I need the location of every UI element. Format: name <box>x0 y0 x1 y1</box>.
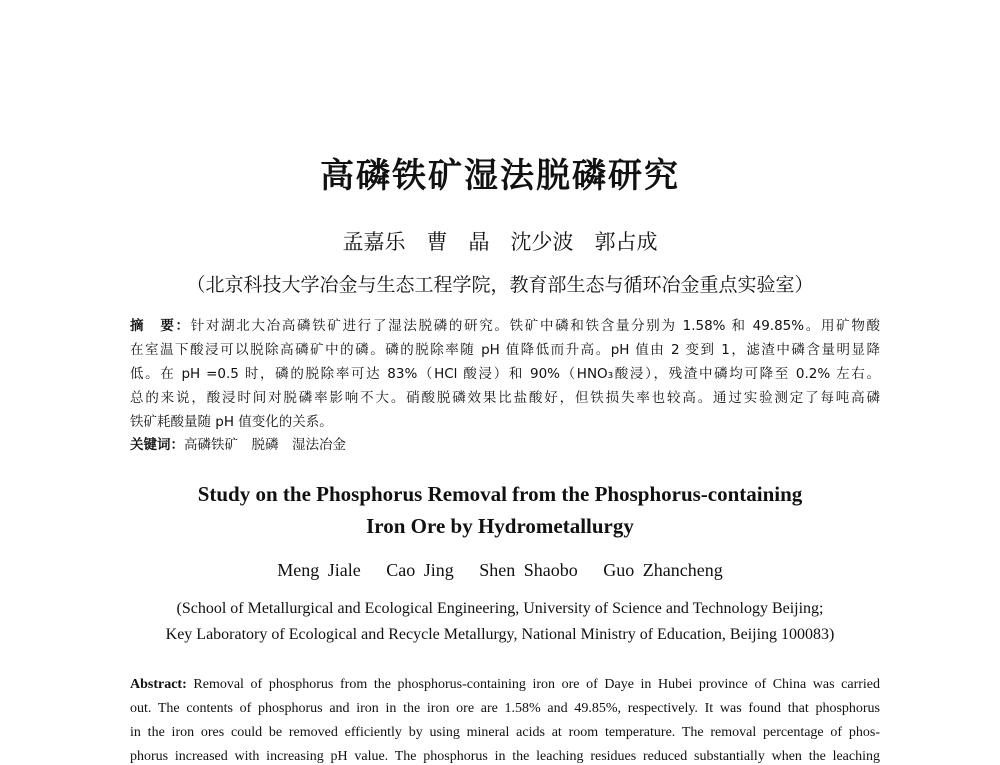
abstract-text: Removal of phosphorus from the phosphorus-containing iron ore of Daye in Hubei province of China was carried <box>193 677 881 692</box>
chinese-abstract-line: 总的来说，酸浸时间对脱磷率影响不大。硝酸脱磷效果比盐酸好，但铁损失率也较高。通过实验测定了每吨高磷 <box>130 390 880 406</box>
keywords-label: 关键词： <box>130 437 184 453</box>
english-affiliation-line: (School of Metallurgical and Ecological Engineering, University of Science and Technology Beijing; <box>176 600 824 617</box>
english-authors: Meng Jiale Cao Jing Shen Shaobo Guo Zhancheng <box>277 560 723 580</box>
chinese-abstract-line <box>130 318 880 334</box>
chinese-abstract-line: 低。在 pH =0.5 时，磷的脱除率可达 83%（HCl 酸浸）和 90%（HNO₃酸浸），残渣中磷均可降至 0.2% 左右。 <box>130 366 880 382</box>
chinese-abstract-label: 摘 要： <box>130 318 191 334</box>
english-abstract-label: Abstract: <box>130 677 187 692</box>
english-affiliation-line: Key Laboratory of Ecological and Recycle Metallurgy, National Ministry of Education, Beijing 100083) <box>165 626 835 643</box>
abstract-text: 针对湖北大冶高磷铁矿进行了湿法脱磷的研究。铁矿中磷和铁含量分别为 1.58% 和 49.85%。用矿物酸 <box>190 318 881 334</box>
english-title-line: Iron Ore by Hydrometallurgy <box>366 514 634 538</box>
english-abstract-line: phorus increased with increasing pH value. The phosphorus in the leaching residues reduced substantially when the leaching <box>130 749 880 764</box>
chinese-abstract-line: 铁矿耗酸量随 pH 值变化的关系。 <box>130 414 333 430</box>
chinese-abstract-line: 在室温下酸浸可以脱除高磷矿中的磷。磷的脱除率随 pH 值降低而升高。pH 值由 2 变到 1，滤渣中磷含量明显降 <box>130 342 880 358</box>
english-abstract-line <box>130 676 880 693</box>
chinese-authors: 孟嘉乐 曹 晶 沈少波 郭占成 <box>342 230 658 254</box>
english-abstract-line: out. The contents of phosphorus and iron in the iron ore are 1.58% and 49.85%, respectively. It was found that phosphorus <box>130 701 880 716</box>
chinese-title: 高磷铁矿湿法脱磷研究 <box>320 156 680 196</box>
chinese-keywords <box>130 437 880 453</box>
english-abstract-line: in the iron ores could be removed efficiently by using mineral acids at room temperature. The removal percentage of phos- <box>130 725 880 740</box>
english-title-line: Study on the Phosphorus Removal from the Phosphorus-containing <box>197 482 803 506</box>
keywords-text: 高磷铁矿 脱磷 湿法冶金 <box>184 437 346 453</box>
chinese-affiliation: （北京科技大学冶金与生态工程学院，教育部生态与循环冶金重点实验室） <box>186 274 814 296</box>
